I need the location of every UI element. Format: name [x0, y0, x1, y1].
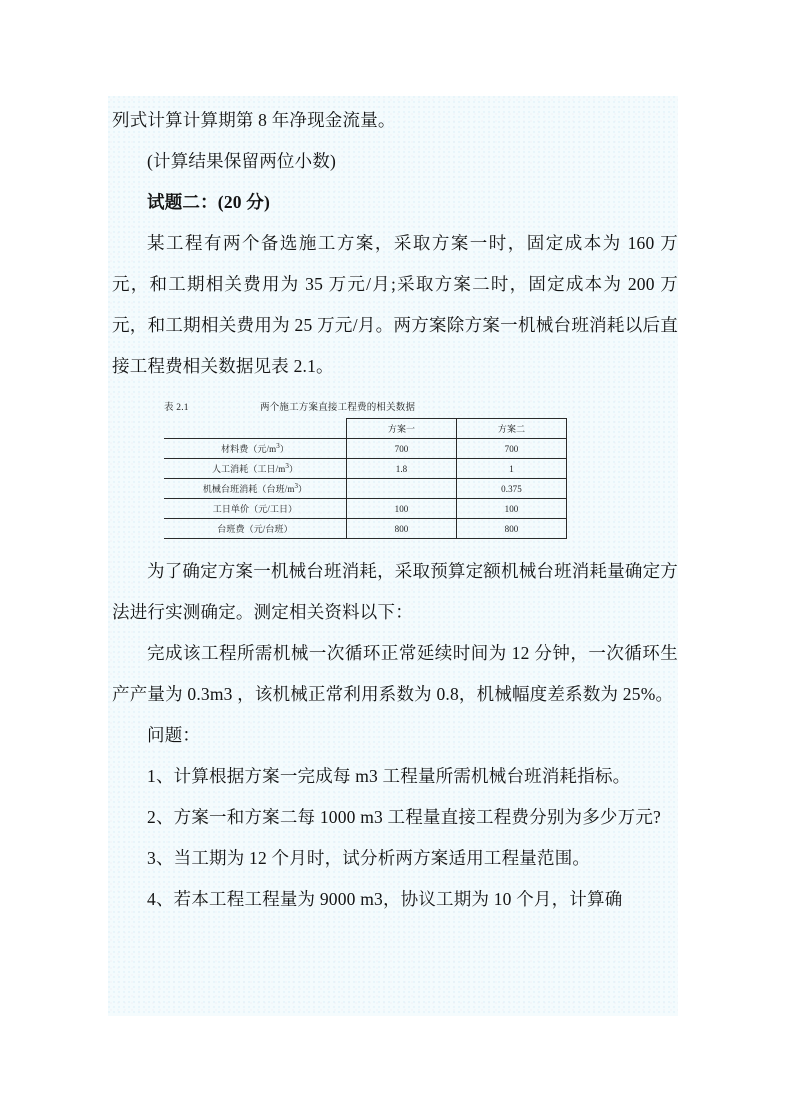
row-label-text: 机械台班消耗（台班/m [202, 483, 295, 494]
paragraph-precision-note: (计算结果保留两位小数) [147, 151, 337, 171]
row-label-machine-shift-cost [164, 519, 347, 539]
paragraph-cycle-data: 完成该工程所需机械一次循环正常延续时间为 12 分钟，一次循环生产产量为 0.3m3 ，该机械正常利用系数为 0.8，机械幅度差系数为 25%。 [112, 643, 678, 704]
row-label-text: 工日单价（元/工日） [212, 503, 298, 514]
row-label-machine-shift-consumption [164, 479, 347, 499]
cell-value: 700 [347, 439, 457, 459]
document-body [112, 100, 678, 920]
question-item-4: 4、若本工程工程量为 9000 m3，协议工期为 10 个月，计算确 [147, 889, 623, 909]
paragraph-measurement-method: 为了确定方案一机械台班消耗，采取预算定额机械台班消耗量确定方法进行实测确定。测定相关资料以下： [112, 561, 678, 622]
row-label-text: 人工消耗（工日/m [211, 463, 286, 474]
paragraph-scheme-description: 某工程有两个备选施工方案，采取方案一时，固定成本为 160 万元，和工期相关费用为 35 万元/月;采取方案二时，固定成本为 200 万元，和工期相关费用为 25 万元/月。两方案除方案一机械台班消耗以后直接工程费相关数据见表 2.1。 [112, 233, 678, 376]
table-row [164, 499, 567, 519]
cell-value-empty [347, 479, 457, 499]
cell-value: 100 [457, 499, 567, 519]
table-caption-title: 两个施工方案直接工程费的相关数据 [260, 403, 416, 413]
questions-label: 问题： [147, 725, 201, 745]
question-item-1: 1、计算根据方案一完成每 m3 工程量所需机械台班消耗指标。 [147, 766, 631, 786]
paragraph-line-1: 列式计算计算期第 8 年净现金流量。 [112, 110, 396, 130]
row-label-tail: ） [288, 463, 299, 474]
table-caption [164, 401, 552, 415]
row-label-labor-unit-price [164, 499, 347, 519]
cell-value: 1 [457, 459, 567, 479]
table-figure-2-1 [164, 401, 552, 539]
row-label-tail: ） [298, 483, 308, 494]
row-label-text: 台班费（元/台班） [217, 523, 293, 534]
table-header-scheme-two: 方案二 [457, 419, 567, 439]
cell-value: 0.375 [457, 479, 567, 499]
table-caption-number: 表 2.1 [164, 403, 189, 413]
table-row [164, 439, 567, 459]
row-label-superscript: 3 [276, 441, 280, 450]
row-label-tail: ） [279, 443, 289, 454]
table-row [164, 459, 567, 479]
cell-value: 100 [347, 499, 457, 519]
question-item-3: 3、当工期为 12 个月时，试分析两方案适用工程量范围。 [147, 848, 591, 868]
row-label-superscript: 3 [294, 481, 299, 490]
table-row [164, 519, 567, 539]
cell-value: 1.8 [347, 459, 457, 479]
table-corner-cell [164, 419, 347, 439]
table-row [164, 479, 567, 499]
table-header-row [164, 419, 567, 439]
cell-value: 800 [457, 519, 567, 539]
scheme-comparison-table [164, 418, 567, 539]
cell-value: 800 [347, 519, 457, 539]
row-label-material-cost [164, 439, 347, 459]
cell-value: 700 [457, 439, 567, 459]
row-label-text: 材料费（元/m [221, 443, 277, 454]
question-item-2: 2、方案一和方案二每 1000 m3 工程量直接工程费分别为多少万元? [147, 807, 662, 827]
row-label-labor-consumption [164, 459, 347, 479]
table-body [164, 439, 567, 539]
row-label-superscript: 3 [285, 461, 289, 470]
table-header-scheme-one: 方案一 [347, 419, 457, 439]
question-two-heading: 试题二：(20 分) [147, 192, 271, 212]
